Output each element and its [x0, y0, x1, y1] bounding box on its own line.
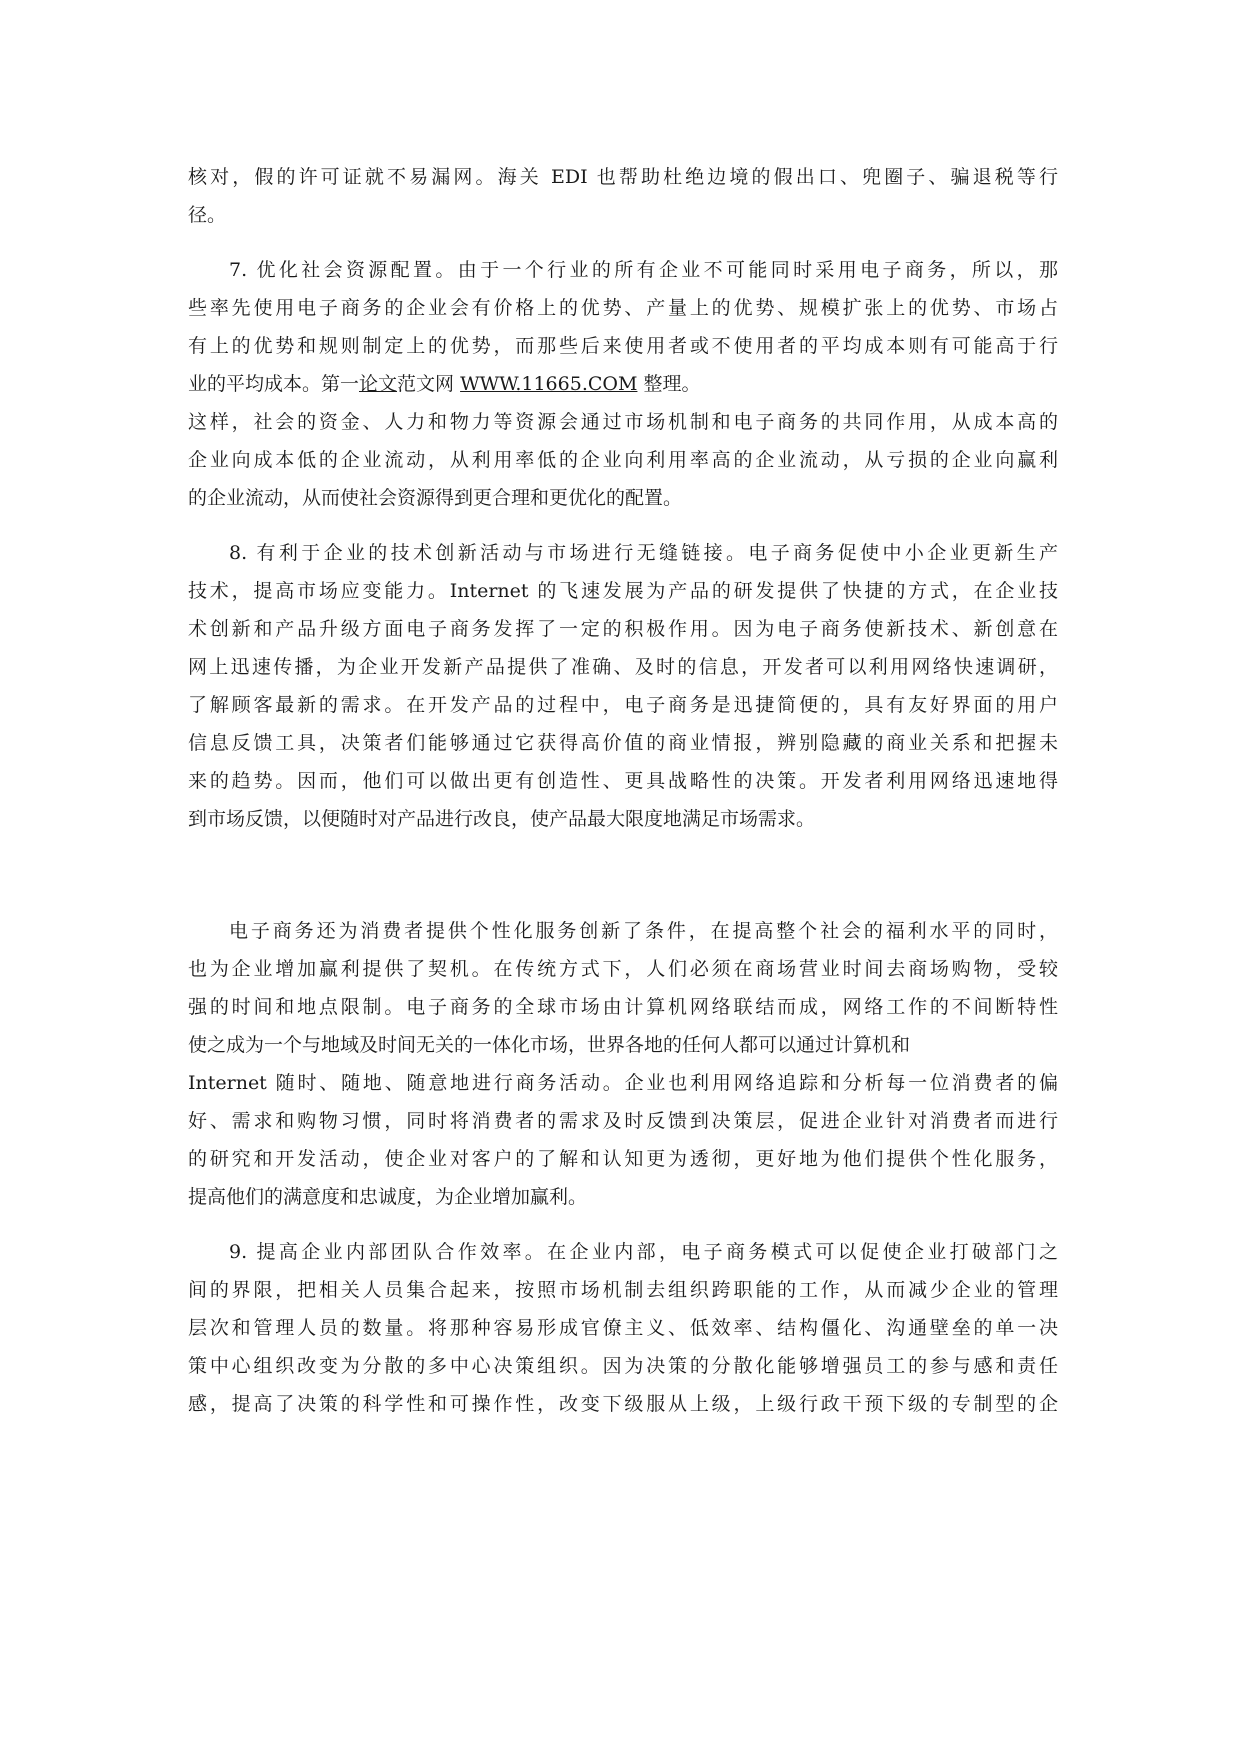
paragraph-9	[188, 1233, 1058, 1423]
paragraph-consumer	[188, 912, 1058, 1216]
text-line: 好、需求和购物习惯，同时将消费者的需求及时反馈到决策层，促进企业针对消费者而进行	[188, 1110, 1058, 1132]
text-line: 了解顾客最新的需求。在开发产品的过程中，电子商务是迅捷简便的，具有友好界面的用户	[188, 694, 1058, 716]
text-line: 策中心组织改变为分散的多中心决策组织。因为决策的分散化能够增强员工的参与感和责任	[188, 1355, 1058, 1377]
document-page	[188, 158, 1058, 1440]
text-line: 层次和管理人员的数量。将那种容易形成官僚主义、低效率、结构僵化、沟通壁垒的单一决	[188, 1317, 1058, 1339]
text-line: 强的时间和地点限制。电子商务的全球市场由计算机网络联结而成，网络工作的不间断特性	[188, 996, 1058, 1018]
source-link-lunwen[interactable]: 论文	[359, 373, 398, 395]
text-line: 企业向成本低的企业流动，从利用率低的企业向利用率高的企业流动，从亏损的企业向赢利	[188, 449, 1058, 471]
source-line	[188, 365, 1058, 403]
text-line: 8. 有利于企业的技术创新活动与市场进行无缝链接。电子商务促使中小企业更新生产	[229, 542, 1058, 564]
text-line: 信息反馈工具，决策者们能够通过它获得高价值的商业情报，辨别隐藏的商业关系和把握未	[188, 732, 1058, 754]
paragraph-8	[188, 534, 1058, 838]
text-line: 电子商务还为消费者提供个性化服务创新了条件，在提高整个社会的福利水平的同时，	[229, 920, 1058, 942]
text-line: 径。	[188, 204, 227, 226]
text-line: 也为企业增加赢利提供了契机。在传统方式下，人们必须在商场营业时间去商场购物，受较	[188, 958, 1058, 980]
paragraph-7	[188, 251, 1058, 403]
text-line: 的研究和开发活动，使企业对客户的了解和认知更为透彻，更好地为他们提供个性化服务，	[188, 1148, 1058, 1170]
source-text-after: 整理。	[637, 373, 701, 395]
text-line: Internet 随时、随地、随意地进行商务活动。企业也利用网络追踪和分析每一位消费者的偏	[188, 1072, 1058, 1094]
text-line: 术创新和产品升级方面电子商务发挥了一定的积极作用。因为电子商务使新技术、新创意在	[188, 618, 1058, 640]
text-line: 感，提高了决策的科学性和可操作性，改变下级服从上级，上级行政干预下级的专制型的企	[188, 1393, 1058, 1415]
text-line: 9. 提高企业内部团队合作效率。在企业内部，电子商务模式可以促使企业打破部门之	[229, 1241, 1058, 1263]
text-line: 到市场反馈，以便随时对产品进行改良，使产品最大限度地满足市场需求。	[188, 808, 816, 830]
source-text-middle: 范文网	[397, 373, 461, 395]
paragraph-7-continued	[188, 403, 1058, 517]
text-line: 7. 优化社会资源配置。由于一个行业的所有企业不可能同时采用电子商务，所以，那	[229, 259, 1058, 281]
text-line: 来的趋势。因而，他们可以做出更有创造性、更具战略性的决策。开发者利用网络迅速地得	[188, 770, 1058, 792]
text-line: 网上迅速传播，为企业开发新产品提供了准确、及时的信息，开发者可以利用网络快速调研，	[188, 656, 1058, 678]
text-line: 核对，假的许可证就不易漏网。海关 EDI 也帮助杜绝边境的假出口、兜圈子、骗退税等行	[188, 166, 1058, 188]
text-line: 间的界限，把相关人员集合起来，按照市场机制去组织跨职能的工作，从而减少企业的管理	[188, 1279, 1058, 1301]
text-line: 些率先使用电子商务的企业会有价格上的优势、产量上的优势、规模扩张上的优势、市场占	[188, 297, 1058, 319]
text-line: 使之成为一个与地域及时间无关的一体化市场，世界各地的任何人都可以通过计算机和	[188, 1034, 911, 1056]
text-line: 有上的优势和规则制定上的优势，而那些后来使用者或不使用者的平均成本则有可能高于行	[188, 335, 1058, 357]
text-line: 的企业流动，从而使社会资源得到更合理和更优化的配置。	[188, 487, 683, 509]
text-line: 这样，社会的资金、人力和物力等资源会通过市场机制和电子商务的共同作用，从成本高的	[188, 411, 1058, 433]
text-line: 提高他们的满意度和忠诚度，为企业增加赢利。	[188, 1186, 588, 1208]
source-link-url[interactable]: WWW.11665.COM	[460, 373, 638, 395]
paragraph-intro-tail	[188, 158, 1058, 234]
text-line: 技术，提高市场应变能力。Internet 的飞速发展为产品的研发提供了快捷的方式，在企业技	[188, 580, 1058, 602]
source-text-before: 业的平均成本。第一	[188, 373, 360, 395]
